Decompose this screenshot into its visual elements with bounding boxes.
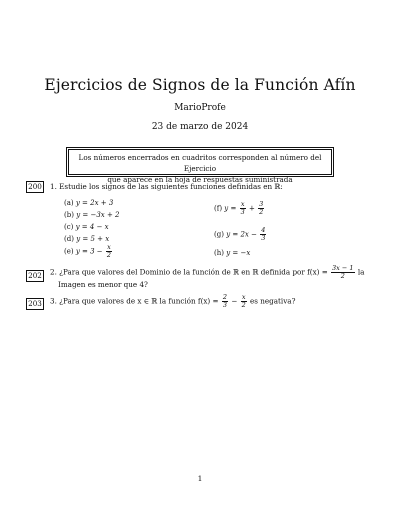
fraction bbox=[240, 201, 246, 216]
denominator: 3 bbox=[222, 301, 227, 309]
exercise-number-box: 203 bbox=[26, 298, 44, 310]
exercise-2-line-2: Imagen es menor que 4? bbox=[58, 280, 148, 289]
note-line-1: Los números encerrados en cuadritos corresponden al número del Ejercicio bbox=[78, 153, 322, 173]
minus-sign: − bbox=[231, 296, 238, 306]
exercise-text: ¿Para que valores del Dominio de la función de ℝ en ℝ definida por f(x) = bbox=[59, 267, 328, 277]
exercise-1-statement bbox=[50, 182, 283, 192]
fraction bbox=[222, 294, 228, 309]
plus-sign: + bbox=[248, 204, 255, 213]
item-e bbox=[64, 244, 113, 259]
date: 23 de marzo de 2024 bbox=[151, 122, 249, 132]
item-label: (b) bbox=[64, 211, 74, 219]
item-label: (e) bbox=[64, 247, 74, 256]
item-b bbox=[64, 210, 120, 220]
item-expression: y = 4 − x bbox=[75, 223, 109, 231]
numerator: 3 bbox=[259, 200, 264, 208]
numerator: x bbox=[241, 293, 246, 301]
item-c bbox=[64, 222, 109, 232]
item-d bbox=[64, 234, 109, 244]
item-f bbox=[214, 201, 265, 216]
item-expression-prefix: y = 3 − bbox=[75, 247, 103, 256]
item-expression: y = 2x + 3 bbox=[75, 199, 114, 207]
item-expression: y = 5 + x bbox=[76, 235, 110, 243]
numerator: 4 bbox=[261, 226, 266, 234]
numerator: 3x − 1 bbox=[332, 264, 354, 272]
exercise-number: 2. bbox=[50, 267, 57, 277]
fraction bbox=[331, 265, 355, 280]
item-label: (h) bbox=[214, 249, 224, 257]
item-label: (g) bbox=[214, 230, 224, 239]
item-expression-prefix: y = 2x − bbox=[226, 230, 257, 239]
exercise-text: ¿Para que valores de x ∈ ℝ la función f(x) = bbox=[59, 296, 219, 306]
numerator: 2 bbox=[222, 293, 227, 301]
denominator: 2 bbox=[340, 272, 345, 280]
denominator: 2 bbox=[106, 251, 112, 259]
fraction bbox=[241, 294, 247, 309]
denominator: 2 bbox=[259, 208, 264, 216]
numerator: x bbox=[240, 200, 245, 208]
exercise-number-box: 200 bbox=[26, 181, 44, 193]
exercise-text-tail: es negativa? bbox=[250, 296, 296, 306]
fraction bbox=[106, 244, 112, 259]
denominator: 2 bbox=[241, 301, 246, 309]
item-expression: y = −3x + 2 bbox=[76, 211, 120, 219]
item-label: (a) bbox=[64, 199, 74, 207]
note-line-2: que aparece en la hoja de respuestas suministrada bbox=[107, 175, 293, 184]
document-title: Ejercicios de Signos de la Función Afín bbox=[44, 76, 356, 94]
page-number: 1 bbox=[197, 474, 203, 483]
item-expression: y = −x bbox=[226, 249, 251, 257]
exercise-3-statement bbox=[50, 294, 295, 309]
denominator: 3 bbox=[240, 208, 245, 216]
numerator: x bbox=[107, 243, 111, 251]
item-g bbox=[214, 227, 267, 242]
instruction-note-box bbox=[66, 147, 334, 184]
fraction bbox=[260, 227, 266, 242]
exercise-text: Estudie los signos de las siguientes funciones definidas en ℝ: bbox=[59, 182, 283, 191]
item-expression-prefix: y = bbox=[224, 204, 237, 213]
fraction bbox=[258, 201, 264, 216]
item-h bbox=[214, 248, 250, 258]
exercise-text-tail: la bbox=[357, 267, 365, 277]
item-label: (c) bbox=[64, 223, 74, 231]
exercise-number: 3. bbox=[50, 296, 57, 306]
exercise-2-statement bbox=[50, 265, 364, 280]
exercise-number: 1. bbox=[50, 182, 57, 191]
denominator: 3 bbox=[261, 234, 266, 242]
item-label: (f) bbox=[214, 204, 223, 213]
item-a bbox=[64, 198, 113, 208]
author: MarioProfe bbox=[174, 103, 226, 113]
item-label: (d) bbox=[64, 235, 74, 243]
exercise-number-box: 202 bbox=[26, 270, 44, 282]
